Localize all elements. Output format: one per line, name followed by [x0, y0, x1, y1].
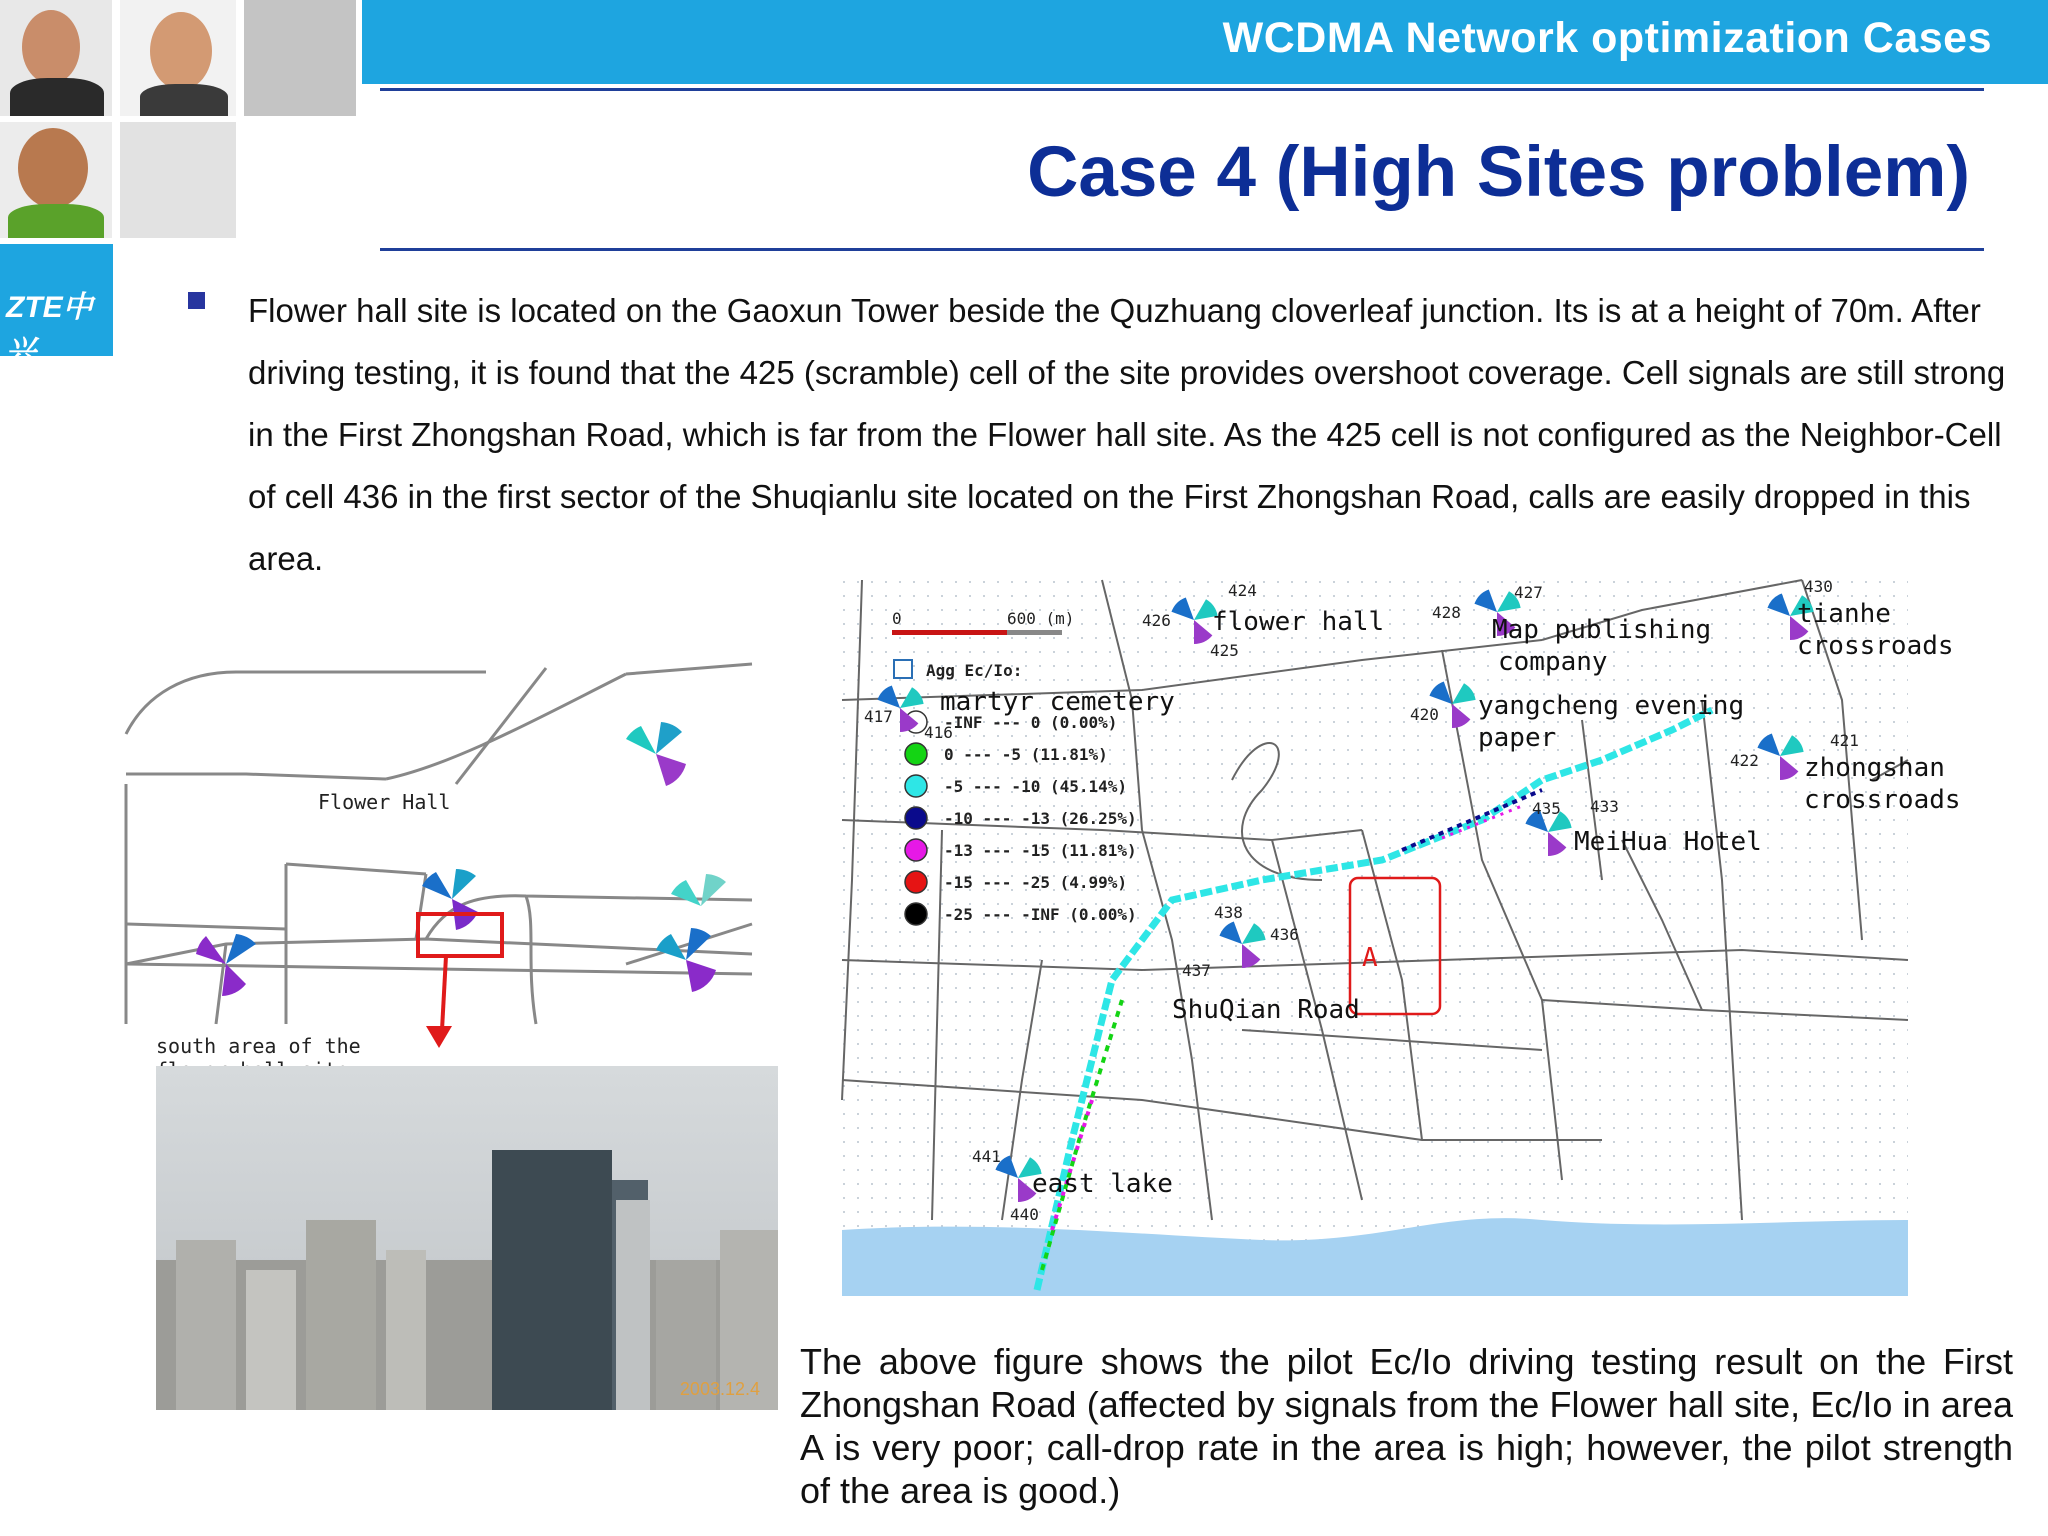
label-zhongshan: zhongshan [1804, 753, 1945, 783]
legend-swatch-1 [905, 743, 927, 765]
legend-label-2: -5 --- -10 (45.14%) [944, 777, 1128, 796]
scale-zero: 0 [892, 609, 902, 628]
scale-bar [892, 630, 1007, 635]
label-flower-hall: flower hall [1212, 607, 1385, 637]
photo-caption: south area of the [156, 1034, 361, 1058]
header-rule [380, 88, 1984, 91]
ecio-drive-test-map [842, 577, 1961, 1296]
cell-421: 421 [1830, 731, 1859, 750]
label-shuqian-road: ShuQian Road [1172, 995, 1360, 1025]
cell-430: 430 [1804, 577, 1833, 596]
legend-label-6: -25 --- -INF (0.00%) [944, 905, 1137, 924]
cell-425: 425 [1210, 641, 1239, 660]
cell-441: 441 [972, 1147, 1001, 1166]
cell-436: 436 [1270, 925, 1299, 944]
scale-distance: 600 (m) [1007, 609, 1075, 628]
small-site-ne [626, 722, 686, 786]
zte-logo: ZTE中兴 [0, 244, 113, 356]
small-site-flower-hall [422, 869, 478, 930]
legend-label-5: -15 --- -25 (4.99%) [944, 873, 1128, 892]
cell-437: 437 [1182, 961, 1211, 980]
cell-427: 427 [1514, 583, 1543, 602]
bullet-square-icon [188, 292, 205, 309]
label-map-publishing: Map publishing [1492, 615, 1712, 645]
title-rule [380, 248, 1984, 251]
small-site-se [656, 928, 716, 992]
label-east-lake: east lake [1032, 1169, 1173, 1199]
bullet-paragraph: Flower hall site is located on the Gaoxun Tower beside the Quzhuang cloverleaf junction. Its is at a height of 70m. After driving testing, it is found that the 425 (scramble) cell of the site provides overshoot coverage. Cell signals are still strong in the First Zhongshan Road, which is far from the Flower hall site. As the 425 cell is not configured as the Neighbor-Cell of cell 436 in the first sector of the Shuqianlu site located on the First Zhongshan Road, calls are easily dropped in this area. [248, 292, 2006, 577]
legend-swatch-5 [905, 871, 927, 893]
legend-label-0: -INF --- 0 (0.00%) [944, 713, 1118, 732]
area-a-label: A [1362, 943, 1378, 973]
legend-label-3: -10 --- -13 (26.25%) [944, 809, 1137, 828]
cell-433: 433 [1590, 797, 1619, 816]
cell-438: 438 [1214, 903, 1243, 922]
small-site-map [126, 664, 752, 1024]
cell-440: 440 [1010, 1205, 1039, 1224]
cell-428: 428 [1432, 603, 1461, 622]
label-meihua-hotel: MeiHua Hotel [1574, 827, 1762, 857]
cell-426: 426 [1142, 611, 1171, 630]
cell-417: 417 [864, 707, 893, 726]
label-martyr-cemetery: martyr cemetery [940, 687, 1175, 717]
cell-424: 424 [1228, 581, 1257, 600]
small-map-flower-hall-label: Flower Hall [318, 790, 451, 814]
photo-date: 2003.12.4 [679, 1379, 760, 1399]
cell-416: 416 [924, 723, 953, 742]
legend-swatch-6 [905, 903, 927, 925]
city-photo [156, 1066, 778, 1410]
cell-420: 420 [1410, 705, 1439, 724]
photo-man-1 [0, 0, 112, 116]
photo-light-block [120, 122, 236, 238]
legend-label-4: -13 --- -15 (11.81%) [944, 841, 1137, 860]
legend-label-1: 0 --- -5 (11.81%) [944, 745, 1108, 764]
photo-man-2 [120, 0, 236, 116]
label-company: company [1498, 647, 1608, 677]
photo-gray-block [244, 0, 356, 116]
cell-422: 422 [1730, 751, 1759, 770]
label-tianhe: tianhe [1797, 599, 1891, 629]
legend-swatch-4 [905, 839, 927, 861]
slide-title: Case 4 (High Sites problem) [1027, 133, 1970, 212]
label-paper: paper [1478, 723, 1557, 753]
cell-435: 435 [1532, 799, 1561, 818]
figure-caption: The above figure shows the pilot Ec/Io driving testing result on the First Zhongshan Road (affected by signals from the Flower hall site, Ec/Io in area A is very poor; call-drop rate in the area is high; however, the pilot strength of the area is good.) [800, 1341, 2013, 1511]
header-title: WCDMA Network optimization Cases [1222, 14, 1992, 62]
red-arrow-icon [442, 956, 446, 1030]
legend-title: Agg Ec/Io: [926, 661, 1023, 680]
legend-swatch-2 [905, 775, 927, 797]
label-crossroads-tianhe: crossroads [1797, 631, 1954, 661]
label-yangcheng: yangcheng evening [1478, 691, 1745, 721]
legend-swatch-3 [905, 807, 927, 829]
header-photo-collage [0, 0, 362, 240]
photo-woman [0, 122, 112, 238]
small-site-east [671, 874, 726, 906]
label-crossroads-zhongshan: crossroads [1804, 785, 1961, 815]
